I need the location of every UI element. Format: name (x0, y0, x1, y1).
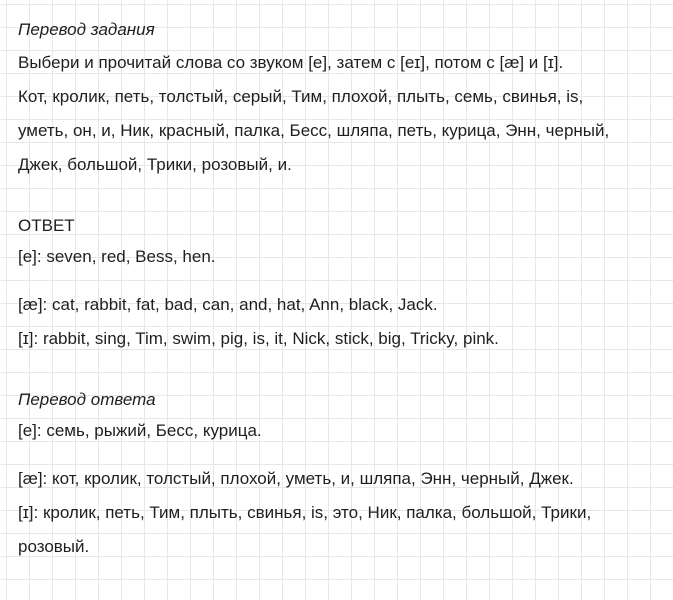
document-body (18, 16, 666, 564)
task-instruction: Выбери и прочитай слова со звуком [e], затем с [eɪ], потом с [æ] и [ɪ]. (18, 53, 564, 72)
task-words-line: уметь, он, и, Ник, красный, палка, Бесс, шляпа, петь, курица, Энн, черный, (18, 121, 610, 140)
spacer (18, 356, 666, 386)
translation-i-line: [ɪ]: кролик, петь, Тим, плыть, свинья, is, это, Ник, палка, большой, Трики, (18, 503, 592, 522)
answer-ae-line: [æ]: cat, rabbit, fat, bad, can, and, hat, Ann, black, Jack. (18, 295, 438, 314)
answer-i-line: [ɪ]: rabbit, sing, Tim, swim, pig, is, it, Nick, stick, big, Tricky, pink. (18, 329, 499, 348)
task-words-line: Кот, кролик, петь, толстый, серый, Тим, плохой, плыть, семь, свинья, is, (18, 87, 584, 106)
spacer (18, 274, 666, 288)
translation-ae-line: [æ]: кот, кролик, толстый, плохой, уметь, и, шляпа, Энн, черный, Джек. (18, 469, 574, 488)
translation-heading: Перевод ответа (18, 390, 156, 409)
translation-e-line: [e]: семь, рыжий, Бесс, курица. (18, 421, 262, 440)
answer-e-line: [e]: seven, red, Bess, hen. (18, 247, 216, 266)
task-heading: Перевод задания (18, 20, 155, 39)
spacer (18, 182, 666, 212)
answer-heading: ОТВЕТ (18, 216, 75, 235)
task-words-line: Джек, большой, Трики, розовый, и. (18, 155, 292, 174)
translation-i-line: розовый. (18, 537, 90, 556)
spacer (18, 448, 666, 462)
